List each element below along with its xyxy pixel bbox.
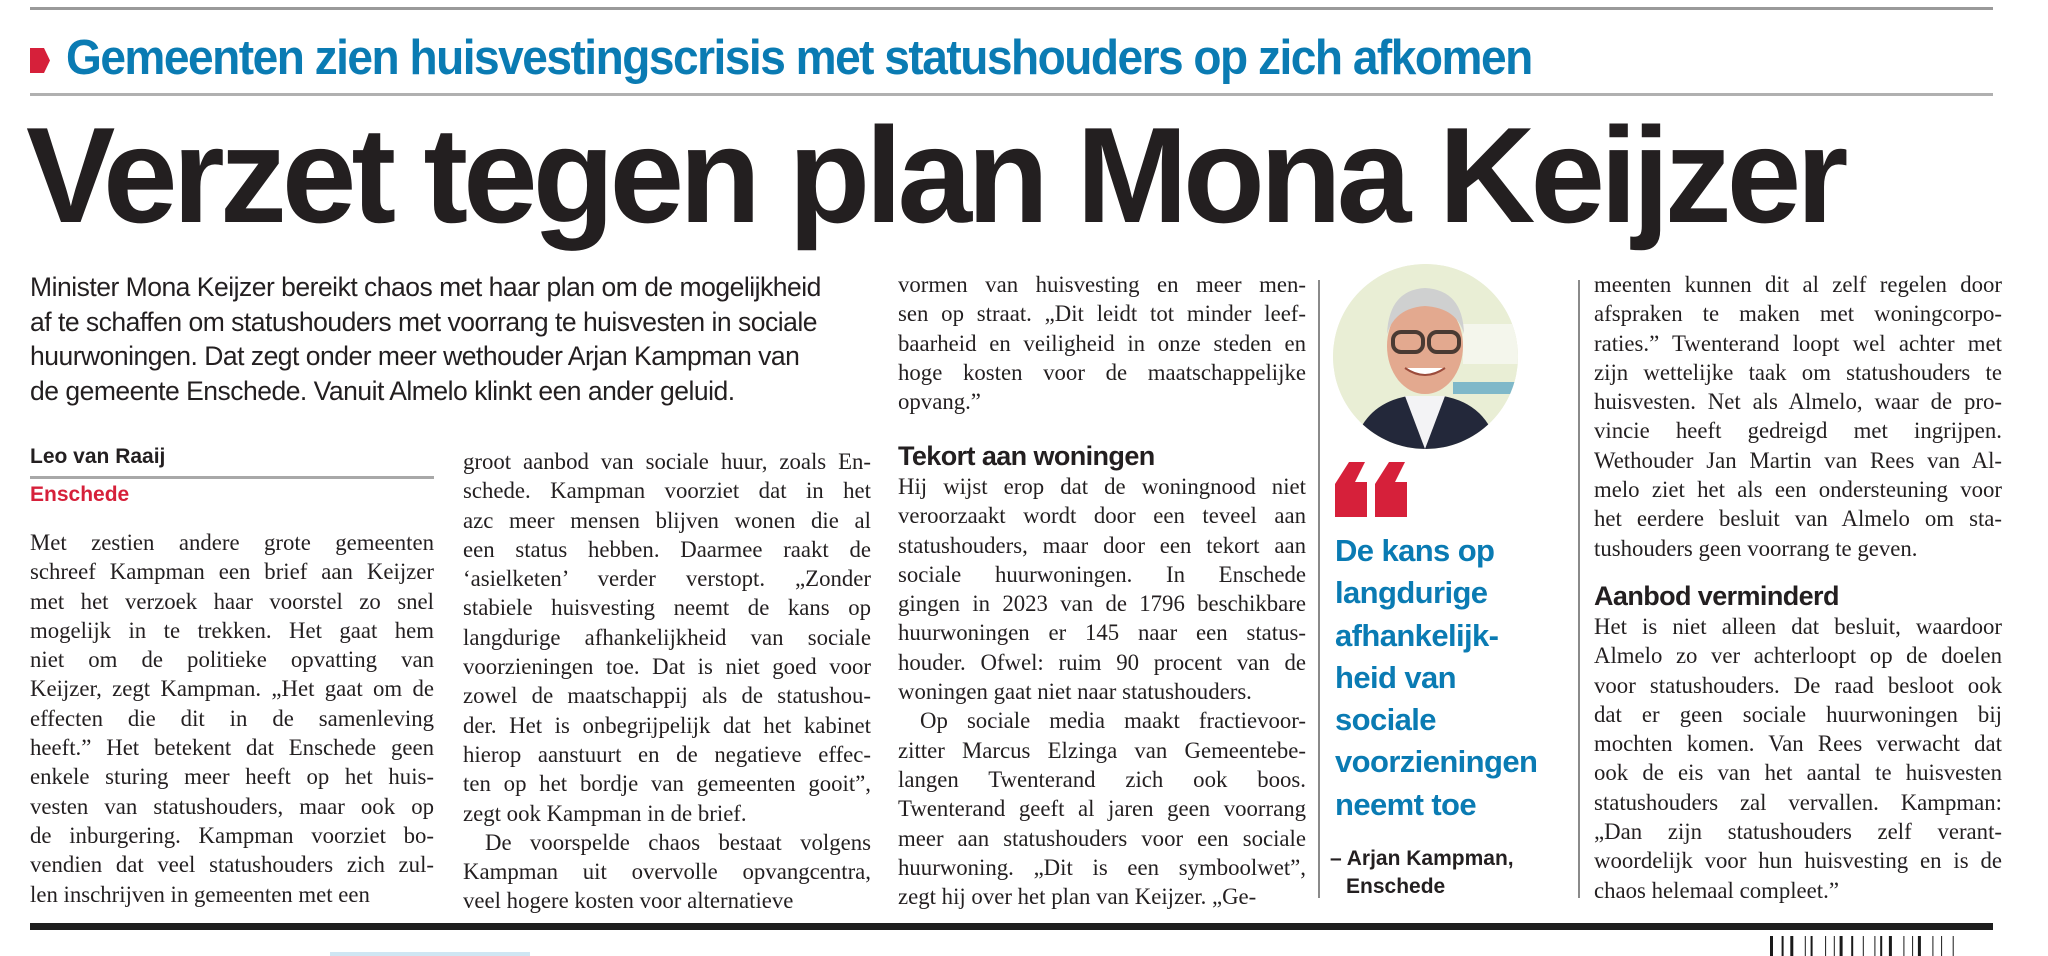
pull-quote [1335, 530, 1537, 826]
pull-quote-attribution [1330, 845, 1514, 901]
barcode-bar [1782, 936, 1784, 956]
article-line: schede. Kampman voorziet dat in het [463, 478, 871, 504]
kicker-rule [30, 93, 1993, 96]
barcode-bar [1851, 936, 1853, 956]
article-line: Wethouder Jan Martin van Rees van Al- [1594, 447, 2002, 473]
article-line: „Dan zijn statushouders zelf verant- [1594, 819, 2002, 845]
lead-line: Minister Mona Keijzer bereikt chaos met haar plan om de mogelijkheid [30, 272, 821, 302]
article-line: statushouders, maar door een tekort aan [898, 532, 1306, 558]
article-line: Almelo zo ver achterloopt op de doelen [1594, 643, 2002, 669]
article-line: voor statushouders. De raad besloot ook [1594, 672, 2002, 698]
article-column-2 [463, 447, 871, 916]
article-line: melo ziet het als een ondersteuning voor [1594, 477, 2002, 503]
barcode-bar [1941, 936, 1942, 956]
lead-line: de gemeente Enschede. Vanuit Almelo klinkt een ander geluid. [30, 375, 735, 406]
kicker-arrow-icon [30, 48, 50, 73]
article-line: huurwoning. „Dit is een symboolwet”, [898, 854, 1306, 880]
article-line: zijn wettelijke taak om statushouders te [1594, 359, 2002, 385]
bottom-rule [30, 923, 1993, 930]
article-column-4-top [1594, 270, 2002, 563]
article-line: mochten komen. Van Rees verwacht dat [1594, 731, 2002, 757]
byline-dateline: Enschede [30, 483, 130, 506]
article-line: veroorzaakt wordt door een teveel aan [898, 503, 1306, 529]
article-line: ten op het bordje van gemeenten gooit”, [463, 771, 871, 797]
article-line: Keijzer, zegt Kampman. „Het gaat om de [30, 676, 434, 702]
barcode-bar [1840, 936, 1843, 956]
barcode-bar [1918, 936, 1921, 956]
article-line: gingen in 2023 van de 1796 beschikbare [898, 591, 1306, 617]
lead-line: af te schaffen om statushouders met voorrang te huisvesten in sociale [30, 306, 817, 337]
article-line: heeft.” Het betekent dat Enschede geen [30, 735, 434, 761]
article-line: afspraken te maken met woningcorpo- [1594, 301, 2002, 327]
article-line: zitter Marcus Elzinga van Gemeentebe- [898, 737, 1306, 763]
column-divider [1318, 280, 1320, 898]
pull-quote-line: De kans op [1335, 533, 1495, 568]
subheading-aanbod-verminderd: Aanbod verminderd [1594, 581, 1839, 611]
article-line: schreef Kampman een brief aan Keijzer [30, 559, 434, 585]
article-line: Op sociale media maakt fractievoor- [920, 708, 1306, 734]
article-line: Met zestien andere grote gemeenten [30, 530, 434, 555]
article-line: langen Twenterand zich ook boos. [898, 766, 1306, 792]
pull-quote-line: langdurige [1335, 575, 1488, 611]
article-line: enkele sturing meer heeft op het huis- [30, 764, 434, 790]
barcode-bar [1874, 936, 1875, 956]
article-line: baarheid en veiligheid in onze steden en [898, 330, 1306, 356]
article-line: effecten die dit in de samenleving [30, 705, 434, 731]
portrait-image [1333, 264, 1518, 449]
article-line: niet om de politieke opvatting van [30, 647, 434, 673]
barcode-bar [1825, 936, 1826, 956]
article-line: Het is niet alleen dat besluit, waardoor [1594, 614, 2002, 639]
barcode-bar [1834, 936, 1835, 956]
article-line: chaos helemaal compleet.” [1594, 877, 1839, 903]
article-line: de inburgering. Kampman voorziet bo- [30, 822, 434, 848]
lead-paragraph [30, 270, 875, 408]
barcode-bar [1811, 936, 1813, 956]
column-divider [1578, 280, 1580, 898]
article-line: vincie heeft gedreigd met ingrijpen. [1594, 418, 2002, 444]
article-line: mogelijk in te trekken. Het gaat hem [30, 617, 434, 643]
article-line: het eerdere besluit van Almelo om sta- [1594, 506, 2002, 532]
article-line: hoge kosten voor de maatschappelijke [898, 359, 1306, 385]
article-line: raties.” Twenterand loopt wel achter met [1594, 330, 2002, 356]
barcode-bar [1770, 936, 1773, 956]
article-line: Hij wijst erop dat de woningnood niet [898, 474, 1306, 499]
article-line: zowel de maatschappij als de statushou- [463, 683, 871, 709]
quote-mark-icon [1335, 462, 1410, 517]
article-line: ‘asielketen’ verder verstopt. „Zonder [463, 566, 871, 592]
article-column-3 [898, 440, 1306, 911]
pull-quote-line: afhankelijk- [1335, 617, 1499, 653]
article-line: vormen van huisvesting en meer men- [898, 272, 1306, 297]
next-article-edge [330, 952, 530, 956]
article-line: vendien dat veel statushouders zich zul- [30, 852, 434, 878]
barcode-bar [1912, 936, 1913, 956]
pull-quote-line: heid van [1335, 659, 1456, 695]
barcode-bar [1889, 936, 1892, 956]
barcode-bar [1863, 936, 1864, 956]
article-line: hierop aanstuurt en de negatieve effec- [463, 741, 871, 767]
article-column-3-top [898, 270, 1306, 416]
article-line: statushouders zal vervallen. Kampman: [1594, 789, 2002, 815]
article-line: der. Het is onbegrijpelijk dat het kabinet [463, 712, 871, 738]
article-line: sen op straat. „Dit leidt tot minder leef- [898, 301, 1306, 327]
article-line: meer aan statushouders voor een sociale [898, 825, 1306, 851]
subheading-tekort-aan-woningen: Tekort aan woningen [898, 441, 1155, 471]
article-column-4-body [1594, 612, 2002, 905]
kicker-headline: Gemeenten zien huisvestingscrisis met statushouders op zich afkomen [66, 31, 1532, 85]
attribution-place: Enschede [1346, 875, 1446, 898]
barcode-bar [1880, 936, 1882, 956]
article-line: opvang.” [898, 389, 981, 415]
top-rule [30, 7, 1993, 10]
lead-line: huurwoningen. Dat zegt onder meer wethouder Arjan Kampman van [30, 341, 800, 371]
barcode-bar [1790, 936, 1793, 956]
byline-author: Leo van Raaij [30, 445, 166, 468]
attribution-name: – Arjan Kampman, [1330, 847, 1514, 870]
article-line: houder. Ofwel: ruim 90 procent van de [898, 649, 1306, 675]
article-line: groot aanbod van sociale huur, zoals En- [463, 449, 871, 474]
article-line: azc meer mensen blijven wonen die al [463, 507, 871, 533]
article-line: stabiele huisvesting neemt de kans op [463, 595, 871, 621]
article-line: zegt ook Kampman in de brief. [463, 800, 747, 826]
article-line: tushouders geen voorrang te geven. [1594, 535, 1918, 561]
barcode-icon [1770, 936, 1990, 956]
main-headline: Verzet tegen plan Mona Keijzer [26, 99, 1844, 251]
article-column-1 [30, 528, 434, 909]
article-line: langdurige afhankelijkheid van sociale [463, 624, 871, 650]
article-line: woordelijk voor hun huisvesting en is de [1594, 848, 2002, 874]
article-line: ook de eis van het aantal te huisvesten [1594, 760, 2002, 786]
article-line: De voorspelde chaos bestaat volgens [485, 829, 871, 855]
byline-rule [30, 476, 434, 479]
article-line: Kampman uit overvolle opvangcentra, [463, 859, 871, 885]
article-line: Twenterand geeft al jaren geen voorrang [898, 796, 1306, 822]
barcode-bar [1932, 936, 1933, 956]
barcode-bar [1805, 936, 1806, 956]
article-line: len inschrijven in gemeenten met een [30, 881, 370, 907]
pull-quote-line: sociale [1335, 702, 1436, 738]
article-line: met het verzoek haar voorstel zo snel [30, 588, 434, 614]
barcode-bar [1903, 936, 1904, 956]
article-line: sociale huurwoningen. In Enschede [898, 561, 1306, 587]
article-line: een status hebben. Daarmee raakt de [463, 536, 871, 562]
pull-quote-line: voorzieningen [1335, 744, 1538, 780]
article-column-3-body [898, 472, 1306, 911]
article-line: dat er geen sociale huurwoningen bij [1594, 701, 2002, 727]
pull-quote-line: neemt toe [1335, 786, 1477, 822]
article-line: zegt hij over het plan van Keijzer. „Ge- [898, 884, 1257, 910]
article-line: huisvesten. Net als Almelo, waar de pro- [1594, 389, 2002, 415]
article-column-4 [1594, 580, 2002, 905]
article-line: veel hogere kosten voor alternatieve [463, 888, 794, 914]
article-line: vesten van statushouders, maar ook op [30, 793, 434, 819]
article-line: huurwoningen er 145 naar een status- [898, 620, 1306, 646]
barcode-bar [1953, 936, 1954, 956]
portrait-photo [1333, 264, 1518, 449]
article-line: voorzieningen toe. Dat is niet goed voor [463, 654, 871, 680]
article-line: meenten kunnen dit al zelf regelen door [1594, 272, 2002, 297]
article-line: woningen gaat niet naar statushouders. [898, 679, 1252, 705]
